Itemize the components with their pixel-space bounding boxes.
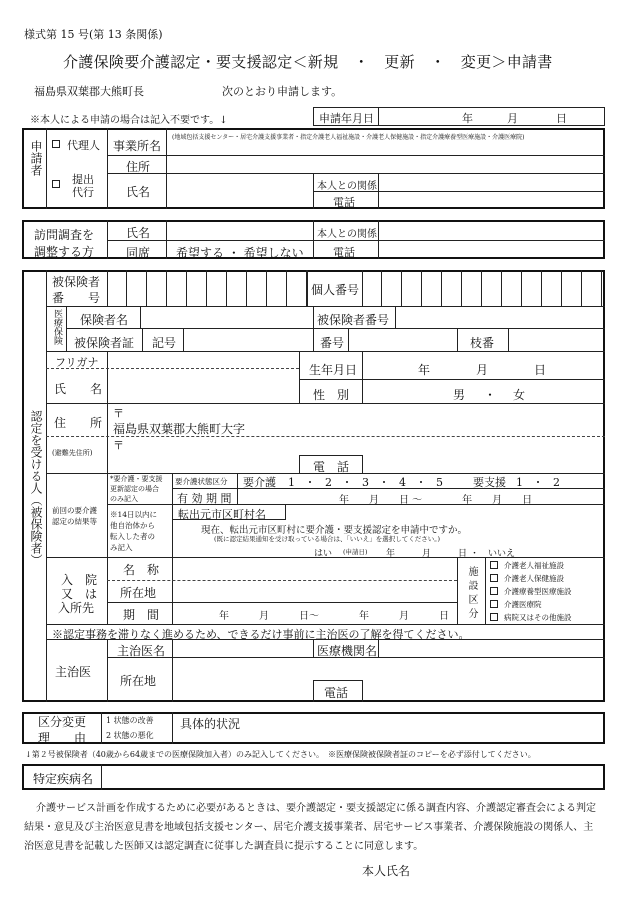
facility-type-4: 介護医療院 [504, 600, 542, 609]
facility-type-3: 介護療養型医療施設 [504, 587, 572, 596]
insured-number-cells[interactable] [107, 270, 307, 306]
hospital-label-2: 又 は [61, 587, 98, 601]
change-option-2[interactable]: 2 状態の悪化 [106, 731, 154, 740]
doctor-phone-label: 電話 [324, 686, 349, 700]
consent-line-1: 介護サービス計画を作成するために必要があるときは、要介護認定・要支援認定に係る調査内容、介護認定審査会による判定 [36, 803, 596, 814]
insurer-number-label: 被保険者番号 [317, 313, 390, 327]
facility-type-label: 施設区分 [466, 566, 477, 622]
doctor-heading: 主治医 [55, 665, 92, 679]
specific-disease-section [22, 764, 605, 790]
intro-text: 次のとおり申請します。 [222, 85, 343, 98]
transfer-note-1: ※14日以内に [110, 510, 158, 519]
insured-number-label-2: 番 号 [52, 291, 101, 305]
form-number: 様式第 15 号(第 13 条関係) [24, 28, 163, 41]
card-label: 被保険者証 [74, 336, 135, 350]
hospital-location-label: 所在地 [120, 586, 157, 600]
insured-address-value[interactable]: 福島県双葉郡大熊町大字 [113, 422, 246, 436]
transfer-question-note: (既に認定結果通知を受け取っている場合は、「いいえ」を選択してください。) [214, 535, 441, 543]
notice-top: ※本人による申請の場合は記入不要です。↓ [30, 115, 228, 126]
facility-checkbox-2[interactable] [490, 574, 498, 582]
facility-checkbox-1[interactable] [490, 561, 498, 569]
previous-label-2: 認定の結果等 [52, 517, 97, 526]
visit-attend-options[interactable]: 希望する ・ 希望しない [176, 246, 304, 260]
birth-label: 生年月日 [309, 363, 358, 377]
applicant-phone-label: 電話 [333, 196, 355, 209]
facility-checkbox-3[interactable] [490, 587, 498, 595]
office-type-note: (地域包括支援センター・居宅介護支援事業者・指定介護老人福祉施設・介護老人保健施設・指定介護療養型医療施設・介護医療院) [172, 134, 525, 141]
apply-date-label: 申請年月日 [319, 112, 374, 125]
apply-date-month[interactable]: 月 [507, 112, 518, 125]
transfer-apply-date-label: (申請日) [343, 548, 368, 556]
furigana-label: フリガナ [55, 356, 99, 369]
facility-type-5: 病院又はその他施設 [504, 613, 572, 622]
insured-number-label-1: 被保険者 [52, 275, 101, 289]
sex-male[interactable]: 男 [453, 388, 466, 402]
insurer-name-label: 保険者名 [80, 313, 129, 327]
apply-date-year[interactable]: 年 [462, 112, 473, 125]
card-symbol-label: 記号 [152, 336, 177, 350]
transfer-yes[interactable]: はい [314, 549, 333, 559]
valid-period-range[interactable]: 年 月 日 〜 年 月 日 [339, 495, 533, 506]
valid-period-label: 有 効 期 間 [177, 492, 232, 505]
update-note-2: 更新認定の場合 [110, 485, 159, 493]
applicant-address-label: 住所 [126, 160, 151, 174]
submit-proxy-checkbox[interactable] [52, 180, 60, 188]
postal-mark: 〒 [113, 407, 124, 420]
transfer-origin-label: 転出元市区町村名 [178, 508, 266, 521]
hospital-label-1: 入 院 [61, 573, 98, 587]
doctor-location-label: 所在地 [120, 674, 157, 688]
care-levels[interactable]: 1 ・ 2 ・ 3 ・ 4 ・ 5 [288, 476, 446, 489]
signature-label: 本人氏名 [362, 864, 411, 878]
evacuation-address-label: (避難先住所) [52, 449, 93, 457]
apply-date-day[interactable]: 日 [556, 112, 567, 125]
specific-disease-label: 特定疾病名 [33, 772, 94, 786]
hospital-label-3: 入所先 [58, 601, 95, 615]
personal-number-label: 個人番号 [311, 283, 360, 297]
proxy-label: 代行 [72, 186, 94, 199]
doctor-name-label: 主治医名 [117, 644, 166, 658]
applicant-name-label: 氏名 [126, 185, 151, 199]
visit-name-label: 氏名 [126, 226, 151, 240]
transfer-note-2: 他自治体から [110, 521, 155, 530]
birth-year[interactable]: 年 [418, 363, 431, 377]
change-label-2: 理 由 [38, 731, 87, 745]
change-option-1[interactable]: 1 状態の改善 [106, 716, 154, 725]
change-detail-label: 具体的状況 [180, 717, 241, 731]
visit-relation-label: 本人との関係 [317, 229, 377, 240]
sex-dot: ・ [484, 388, 497, 402]
visit-title-1: 訪問調査を [34, 228, 95, 242]
insured-address-label: 住 所 [54, 416, 103, 430]
change-label-1: 区分変更 [38, 715, 87, 729]
insured-name-label: 氏 名 [54, 382, 103, 396]
hospital-name-label: 名 称 [123, 563, 160, 577]
page-title: 介護保険要介護認定・要支援認定＜新規 ・ 更新 ・ 変更＞申請書 [63, 53, 553, 71]
evacuation-postal-mark: 〒 [113, 439, 124, 452]
birth-month[interactable]: 月 [476, 363, 489, 377]
transfer-question: 現在、転出元市区町村に要介護・要支援認定を申請中ですか。 [201, 525, 468, 536]
visit-title-2: 調整する方 [34, 245, 95, 259]
agent-checkbox[interactable] [52, 140, 60, 148]
consent-line-3: 治医意見書を記載した医師又は認定調査に従事した調査員に提示することに同意します。 [24, 841, 424, 852]
birth-day[interactable]: 日 [534, 363, 547, 377]
transfer-note-4: み記入 [110, 543, 133, 552]
card-number-label: 番号 [320, 336, 345, 350]
applicant-heading: 申請者 [29, 140, 43, 176]
update-note-3: のみ記入 [110, 495, 138, 503]
hospital-period-value[interactable]: 年 月 日〜 年 月 日 [219, 611, 449, 622]
status-label: 要介護状態区分 [175, 477, 228, 486]
transfer-yes-date[interactable]: 年 月 日 [386, 549, 468, 559]
care-label: 要介護 [243, 476, 276, 489]
update-note-1: *要介護・要支援 [110, 475, 163, 483]
transfer-note-3: 転入した者の [110, 532, 155, 541]
facility-type-2: 介護老人保健施設 [504, 574, 564, 583]
addressee: 福島県双葉郡大熊町長 [34, 85, 144, 98]
submit-label: 提出 [72, 173, 94, 186]
insured-heading: 認定を受ける人（被保険者） [29, 410, 43, 566]
secondary-insured-note: ↓第２号被保険者（40歳から64歳までの医療保険加入者）のみ記入してください。 ※医療保険被保険者証のコピーを必ず添付してください。 [25, 750, 536, 759]
facility-type-1: 介護老人福祉施設 [504, 561, 564, 570]
visit-attend-label: 同席 [126, 246, 151, 260]
transfer-no[interactable]: ・ いいえ [470, 549, 516, 559]
branch-label: 枝番 [470, 336, 495, 350]
support-levels[interactable]: 1 ・ 2 [516, 476, 563, 489]
sex-label: 性 別 [313, 388, 350, 402]
support-label: 要支援 [473, 476, 506, 489]
personal-number-cells[interactable] [362, 270, 605, 306]
consent-line-2: 結果・意見及び主治医意見書を地域包括支援センター、居宅介護支援事業者、居宅サービス事業者、介護保険施設の関係人、主 [24, 822, 594, 833]
previous-label-1: 前回の要介護 [52, 506, 97, 515]
medical-insurance-label: 医療保険 [52, 309, 62, 345]
office-name-label: 事業所名 [113, 139, 162, 153]
agent-label: 代理人 [67, 139, 100, 152]
facility-checkbox-4[interactable] [490, 600, 498, 608]
visit-phone-label: 電話 [333, 246, 355, 259]
facility-checkbox-5[interactable] [490, 613, 498, 621]
doctor-notice: ※認定事務を滞りなく進めるため、できるだけ事前に主治医の了解を得てください。 [52, 628, 470, 641]
insured-phone-label: 電 話 [313, 460, 350, 474]
applicant-relation-label: 本人との関係 [317, 181, 377, 192]
institution-label: 医療機関名 [317, 644, 378, 658]
sex-female[interactable]: 女 [513, 388, 526, 402]
hospital-period-label: 期 間 [123, 608, 160, 622]
